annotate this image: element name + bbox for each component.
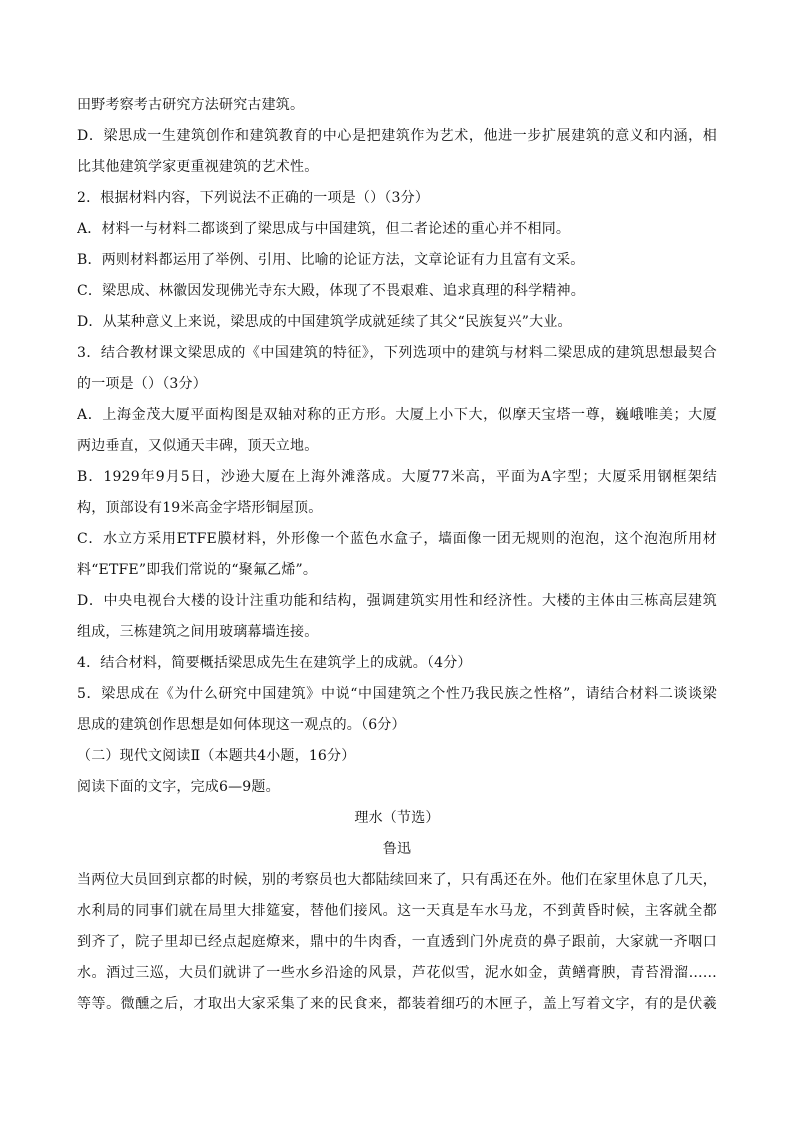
text-line-1: 田野考察考古研究方法研究古建筑。 [77, 97, 305, 113]
q3-option-d-line-1: D．中央电视台大楼的设计注重功能和结构，强调建筑实用性和经济性。大楼的主体由三栋高层建筑 [77, 593, 717, 609]
question-5-line-1: 5．梁思成在《为什么研究中国建筑》中说“中国建筑之个性乃我民族之性格”，请结合材料二谈谈梁 [77, 686, 717, 702]
passage-author: 鲁迅 [382, 841, 412, 857]
q2-option-c: C．梁思成、林徽因发现佛光寺东大殿，体现了不畏艰难、追求真理的科学精神。 [77, 283, 585, 299]
q3-option-d-line-2: 组成，三栋建筑之间用玻璃幕墙连接。 [77, 624, 319, 640]
q3-option-b-line-1: B．1929年9月5日，沙逊大厦在上海外滩落成。大厦77米高，平面为A字型；大厦采用钢框架结 [77, 469, 717, 485]
q3-option-c-line-2: 料“ETFE”即我们常说的“聚氟乙烯”。 [77, 562, 318, 578]
q2-option-d: D．从某种意义上来说，梁思成的中国建筑学成就延续了其父“民族复兴”大业。 [77, 314, 572, 330]
question-5-line-2: 思成的建筑创作思想是如何体现这一观点的。（6分） [77, 717, 406, 733]
q3-option-a-line-2: 两边垂直，又似通天丰碑，顶天立地。 [77, 438, 319, 454]
passage-title: 理水（节选） [354, 810, 440, 826]
question-2: 2．根据材料内容，下列说法不正确的一项是（）（3分） [77, 190, 430, 206]
question-4: 4．结合材料，简要概括梁思成先生在建筑学上的成就。（4分） [77, 655, 472, 671]
option-d-line-1: D．梁思成一生建筑创作和建筑教育的中心是把建筑作为艺术，他进一步扩展建筑的意义和内涵，相 [77, 128, 717, 144]
passage-line-1: 当两位大员回到京都的时候，别的考察员也大都陆续回来了，只有禹还在外。他们在家里休息了几天， [77, 872, 717, 888]
q2-option-b: B．两则材料都运用了举例、引用、比喻的论证方法，文章论证有力且富有文采。 [77, 252, 585, 268]
question-3-line-2: 的一项是（）（3分） [77, 376, 207, 392]
section-heading: （二）现代文阅读Ⅱ（本题共4小题，16分） [77, 748, 356, 764]
passage-line-4: 水。酒过三巡，大员们就讲了一些水乡沿途的风景，芦花似雪，泥水如金，黄鳝膏腴，青苔滑溜…… [77, 965, 717, 981]
reading-instruction: 阅读下面的文字，完成6—9题。 [77, 779, 280, 795]
q3-option-a-line-1: A．上海金茂大厦平面构图是双轴对称的正方形。大厦上小下大，似摩天宝塔一尊，巍峨唯美；大厦 [77, 407, 717, 423]
question-3-line-1: 3．结合教材课文梁思成的《中国建筑的特征》，下列选项中的建筑与材料二梁思成的建筑思想最契合 [77, 345, 717, 361]
passage-line-2: 水利局的同事们就在局里大排筵宴，替他们接风。这一天真是车水马龙，不到黄昏时候，主客就全都 [77, 903, 717, 919]
passage-line-5: 等等。微醺之后，才取出大家采集了来的民食来，都装着细巧的木匣子，盖上写着文字，有的是伏羲 [77, 996, 717, 1012]
q3-option-c-line-1: C．水立方采用ETFE膜材料，外形像一个蓝色水盒子，墙面像一团无规则的泡泡，这个泡泡所用材 [77, 531, 717, 547]
q3-option-b-line-2: 构，顶部设有19米高金字塔形铜屋顶。 [77, 500, 323, 516]
passage-line-3: 到齐了，院子里却已经点起庭燎来，鼎中的牛肉香，一直透到门外虎贲的鼻子跟前，大家就一齐咽口 [77, 934, 717, 950]
option-d-line-2: 比其他建筑学家更重视建筑的艺术性。 [77, 159, 319, 175]
q2-option-a: A．材料一与材料二都谈到了梁思成与中国建筑，但二者论述的重心并不相同。 [77, 221, 571, 237]
